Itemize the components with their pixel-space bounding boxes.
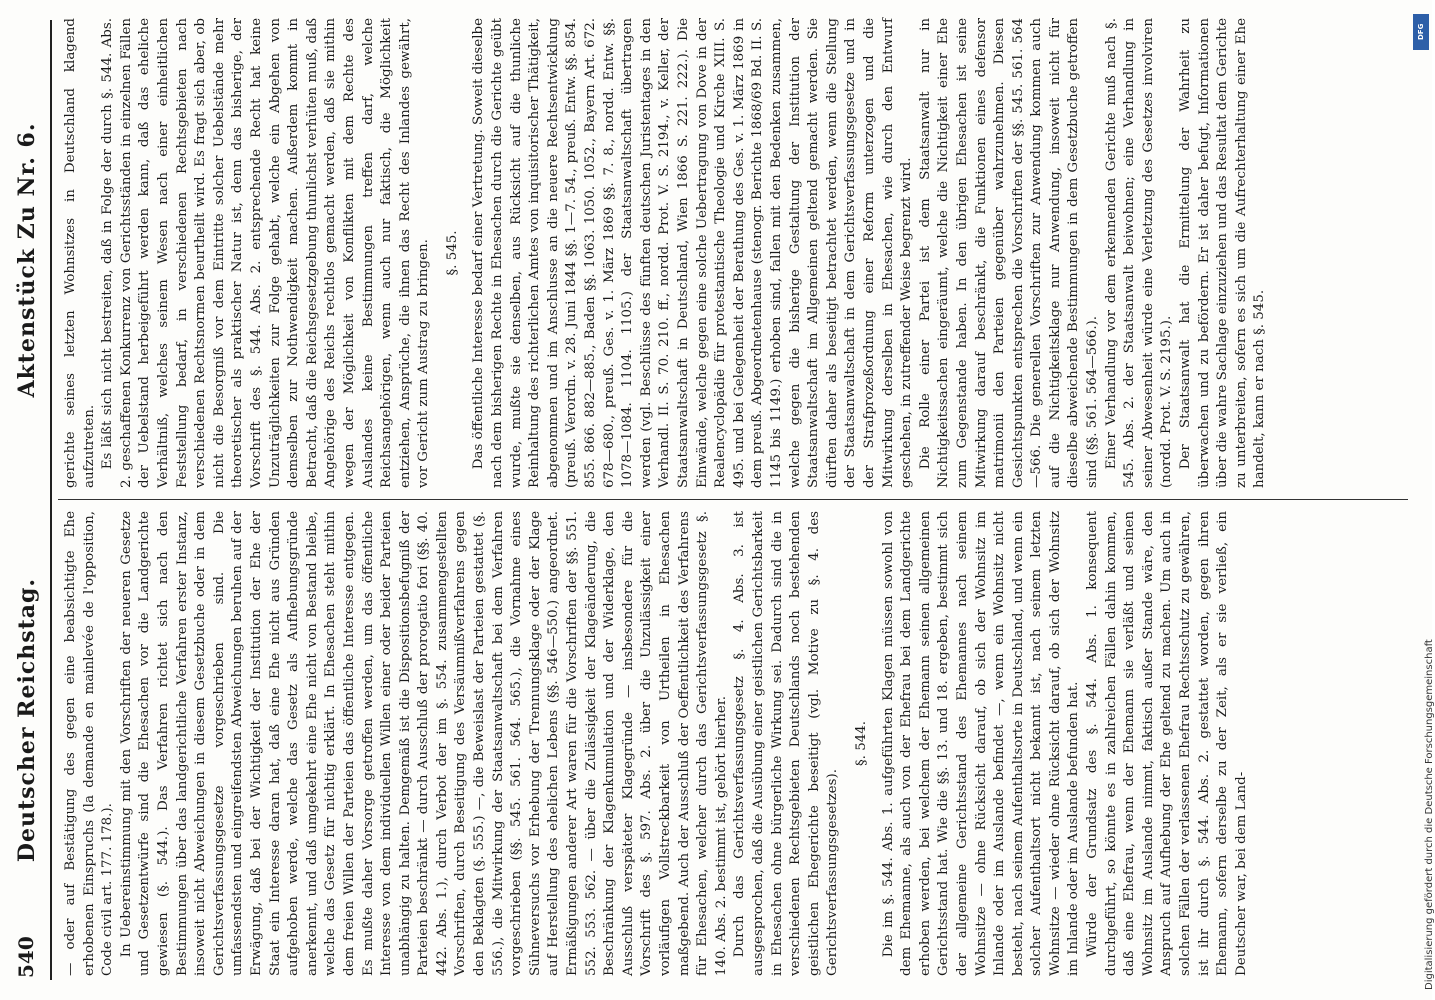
- paragraph: In Uebereinstimmung mit den Vorschriften der neueren Gesetze und Gesetzentwürfe sind die Ehesachen vor die Landgerichte gewiesen (§. 544.). Das Verfahren richtet sich nach den Bestimmungen über das landgerichtliche Verfahren erster Instanz, insoweit nicht Abweichungen in diesem Gesetzbuche oder in dem Gerichtsverfassungsgesetze vorgeschrieben sind. Die umfassendsten und eingreifendsten Abweichungen beruhen auf der Erwägung, daß bei der Wichtigkeit der Institution der Ehe der Staat ein Interesse daran hat, daß eine Ehe nicht aus Gründen aufgehoben werde, welche das Gesetz als Aufhebungsgründe anerkennt, und daß umgekehrt eine Ehe nicht von Bestand bleibe, welche das Gesetz für nichtig erklärt. In Ehesachen steht mithin dem freien Willen der Parteien das öffentliche Interesse entgegen. Es mußte daher Vorsorge getroffen werden, um das öffentliche Interesse von dem individuellen Willen einer oder beider Parteien unabhängig zu halten. Demgemäß ist die Dispositionsbefugniß der Parteien beschränkt — durch Ausschluß der prorogatio fori (§§. 40. 442. Abs. 1.), durch Verbot der im §. 554. zusammengestellten Vorschriften, durch Beseitigung des Versäumnißverfahrens gegen den Beklagten (§. 555.) —, die Beweislast der Parteien gestattet (§. 556.), die Mitwirkung der Staatsanwaltschaft bei dem Verfahren vorgeschrieben (§§. 545. 561. 564. 565.), die Vornahme eines Sühneversuchs vor Erhebung der Trennungsklage oder der Klage auf Herstellung des ehelichen Lebens (§§. 546—550.) angeordnet. Ermäßigungen anderer Art waren für die Vorschriften der §§. 551. 552. 553. 562. — über die Zulässigkeit der Klageänderung, die Beschränkung der Klagenkumulation und der Widerklage, den Ausschluß verspäteter Klagegründe — insbesondere für die Vorschrift des §. 597. Abs. 2. über die Unzulässigkeit einer vorläufigen Vollstreckbarkeit von Urtheilen in Ehesachen maßgebend. Auch der Ausschluß der Oeffentlichkeit des Verfahrens für Ehesachen, welcher durch das Gerichtsverfassungsgesetz §. 140. Abs. 2. bestimmt ist, gehört hierher.: [118, 511, 729, 976]
- running-head-left: Deutscher Reichstag.: [14, 577, 40, 863]
- right-column: [62, 18, 1402, 488]
- digitization-note-text: Digitalisierung gefördert durch die Deutsche Forschungsgemeinschaft: [1424, 639, 1435, 990]
- digitization-note: [1408, 0, 1435, 1000]
- dfg-logo: DFG: [1413, 14, 1429, 50]
- head-rule: [50, 20, 52, 980]
- section-heading: §. 544.: [853, 720, 869, 767]
- paragraph: Die im §. 544. Abs. 1. aufgeführten Klagen müssen sowohl von dem Ehemanne, als auch von der Ehefrau bei dem Landgerichte erhoben werden, bei welchem der Ehemann seinen allgemeinen Gerichtsstand hat. Wie die §§. 13. und 18. ergeben, bestimmt sich der allgemeine Gerichtsstand des Ehemannes nach seinem Wohnsitze — ohne Rücksicht darauf, ob sich der Wohnsitz im Inlande oder im Auslande befindet —, wenn ein Wohnsitz nicht besteht, nach seinem Aufenthaltsorte in Deutschland, und wenn ein solcher Aufenthaltsort nicht bekannt ist, nach seinem letzten Wohnsitze — wieder ohne Rücksicht darauf, ob sich der Wohnsitz im Inlande oder im Auslande befunden hat.: [880, 511, 1082, 976]
- paragraph: Es läßt sich nicht bestreiten, daß in Folge der durch §. 544. Abs. 2. geschaffenen Konkurrenz von Gerichtsständen in einzelnen Fällen der Uebelstand herbeigeführt werden kann, daß das eheliche Verhältniß, welches seinem Wesen nach einer einheitlichen Feststellung bedarf, in verschiedenen Rechtsgebieten nach verschiedenen Rechtsnormen beurtheilt wird. Es fragt sich aber, ob nicht die Besorgniß vor dem Eintritte solcher Uebelstände mehr theoretischer als praktischer Natur ist, denn das bisherige, der Vorschrift des §. 544. Abs. 2. entsprechende Recht hat keine Unzuträglichkeiten zur Folge gehabt, welche ein Abgehen von demselben zur Nothwendigkeit machen. Außerdem kommt in Betracht, daß die Reichsgesetzgebung thunlichst verhüten muß, daß Angehörige des Reichs rechtlos gemacht werden, daß sie mithin wegen der Möglichkeit von Konflikten mit dem Rechte des Auslandes keine Bestimmungen treffen darf, welche Reichsangehörigen, wenn auch nur faktisch, die Möglichkeit entziehen, Ansprüche, die ihnen das Recht des Inlandes gewährt, vor Gericht zum Austrag zu bringen.: [100, 18, 432, 488]
- paragraph: Der Staatsanwalt hat die Ermittelung der Wahrheit zu überwachen und zu befördern. Er ist daher befugt, Informationen über die wahre Sachlage einzuziehen und das Resultat dem Gerichte zu unterbreiten, sofern es sich um die Aufrechterhaltung einer Ehe handelt, kann er nach §. 545.: [1178, 18, 1268, 488]
- paragraph: Würde der Grundsatz des §. 544. Abs. 1. konsequent durchgeführt, so könnte es in zahlreichen Fällen dahin kommen, daß eine Ehefrau, wenn der Ehemann sie verläßt und seinen Wohnsitz im Auslande nimmt, faktisch außer Stande wäre, den Anspruch auf Aufhebung der Ehe geltend zu machen. Um auch in solchen Fällen der verlassenen Ehefrau Rechtsschutz zu gewähren, ist ihr durch §. 544. Abs. 2. gestattet worden, gegen ihren Ehemann, sofern derselbe zu der Zeit, als er sie verließ, ein Deutscher war, bei dem Land-: [1085, 511, 1249, 976]
- column-divider: [58, 499, 1408, 500]
- paragraph: Durch das Gerichtsverfassungsgesetz §. 4. Abs. 3. ist ausgesprochen, daß die Ausübung einer geistlichen Gerichtsbarkeit in Ehesachen ohne bürgerliche Wirkung sei. Dadurch sind die in verschiedenen Rechtsgebieten Deutschlands noch bestehenden geistlichen Ehegerichte beseitigt (vgl. Motive zu §. 4. des Gerichtsverfassungsgesetzes).: [732, 511, 841, 976]
- running-head-right: Aktenstück Zu Nr. 6.: [14, 122, 40, 398]
- section-heading: §. 545.: [444, 230, 460, 276]
- paragraph: Einer Verhandlung vor dem erkennenden Gerichte muß nach §. 545. Abs. 2. der Staatsanwalt beiwohnen; eine Verhandlung in seiner Abwesenheit würde eine Verletzung des Gesetzes involviren (nordd. Prot. V. S. 2195.).: [1103, 18, 1175, 488]
- paragraph: Das öffentliche Interesse bedarf einer Vertretung. Soweit dieselbe nach dem bisherigen Rechte in Ehesachen durch die Gerichte geübt wurde, mußte sie denselben, aus Rücksicht auf die thunliche Reinhaltung des richterlichen Amtes von inquisitorischer Thätigkeit, abgenommen und im Anschlusse an die neuere Rechtsentwicklung (preuß. Verordn. v. 28. Juni 1844 §§. 1—7. 54., preuß. Entw. §§. 854. 855. 866. 882—885., Baden §§. 1063. 1050. 1052., Bayern Art. 672. 678—680., preuß. Ges. v. 1. März 1869 §§. 7. 8., nordd. Entw. §§. 1078—1084. 1104. 1105.) der Staatsanwaltschaft übertragen werden (vgl. Beschlüsse des fünften deutschen Juristentages in den Verhandl. II. S. 70. 210. ff., nordd. Prot. V. S. 2194., v. Keller, der Staatsanwaltschaft in Deutschland, Wien 1866 S. 221. 222.). Die Einwände, welche gegen eine solche Uebertragung von Dove in der Realencyclopädie für protestantische Theologie und Kirche XIII. S. 495. und bei Gelegenheit der Berathung des Ges. v. 1. März 1869 in dem preuß. Abgeordnetenhause (stenogr. Berichte 1868/69 Bd. II. S. 1145 bis 1149.) erhoben sind, fallen mit den Bedenken zusammen, welche gegen die bisherige Gestaltung der Institution der Staatsanwaltschaft im Allgemeinen geltend gemacht werden. Sie dürften daher als beseitigt betrachtet werden, wenn die Stellung der Staatsanwaltschaft in dem Gerichtsverfassungsgesetze und in der Strafprozeßordnung einer Reform unterzogen und die Mitwirkung derselben in Ehesachen, wie durch den Entwurf geschehen, in zutreffender Weise begrenzt wird.: [471, 18, 915, 488]
- running-head: [0, 0, 60, 1000]
- page-number: 540: [14, 936, 38, 978]
- paragraph: Die Rolle einer Partei ist dem Staatsanwalt nur in Nichtigkeitssachen eingeräumt, welche die Nichtigkeit einer Ehe zum Gegenstande haben. In den übrigen Ehesachen ist seine Mitwirkung darauf beschränkt, die Funktionen eines defensor matrimonii den Parteien gegenüber wahrzunehmen. Diesen Gesichtspunkten entsprechen die Vorschriften der §§. 545. 561. 564—566. Die generellen Vorschriften zur Anwendung kommen auch auf die Nichtigkeitsklage nur Anwendung, insoweit nicht für dieselbe abweichende Bestimmungen in dem Gesetzbuche getroffen sind (§§. 561. 564—566.).: [917, 18, 1101, 488]
- paragraph: gerichte seines letzten Wohnsitzes in Deutschland klagend aufzutreten.: [63, 18, 97, 488]
- left-column: [62, 511, 1402, 976]
- paragraph: — oder auf Bestätigung des gegen eine beabsichtigte Ehe erhobenen Einspruchs (la demande en mainlevée de l'opposition, Code civil art. 177. 178.).: [63, 511, 116, 976]
